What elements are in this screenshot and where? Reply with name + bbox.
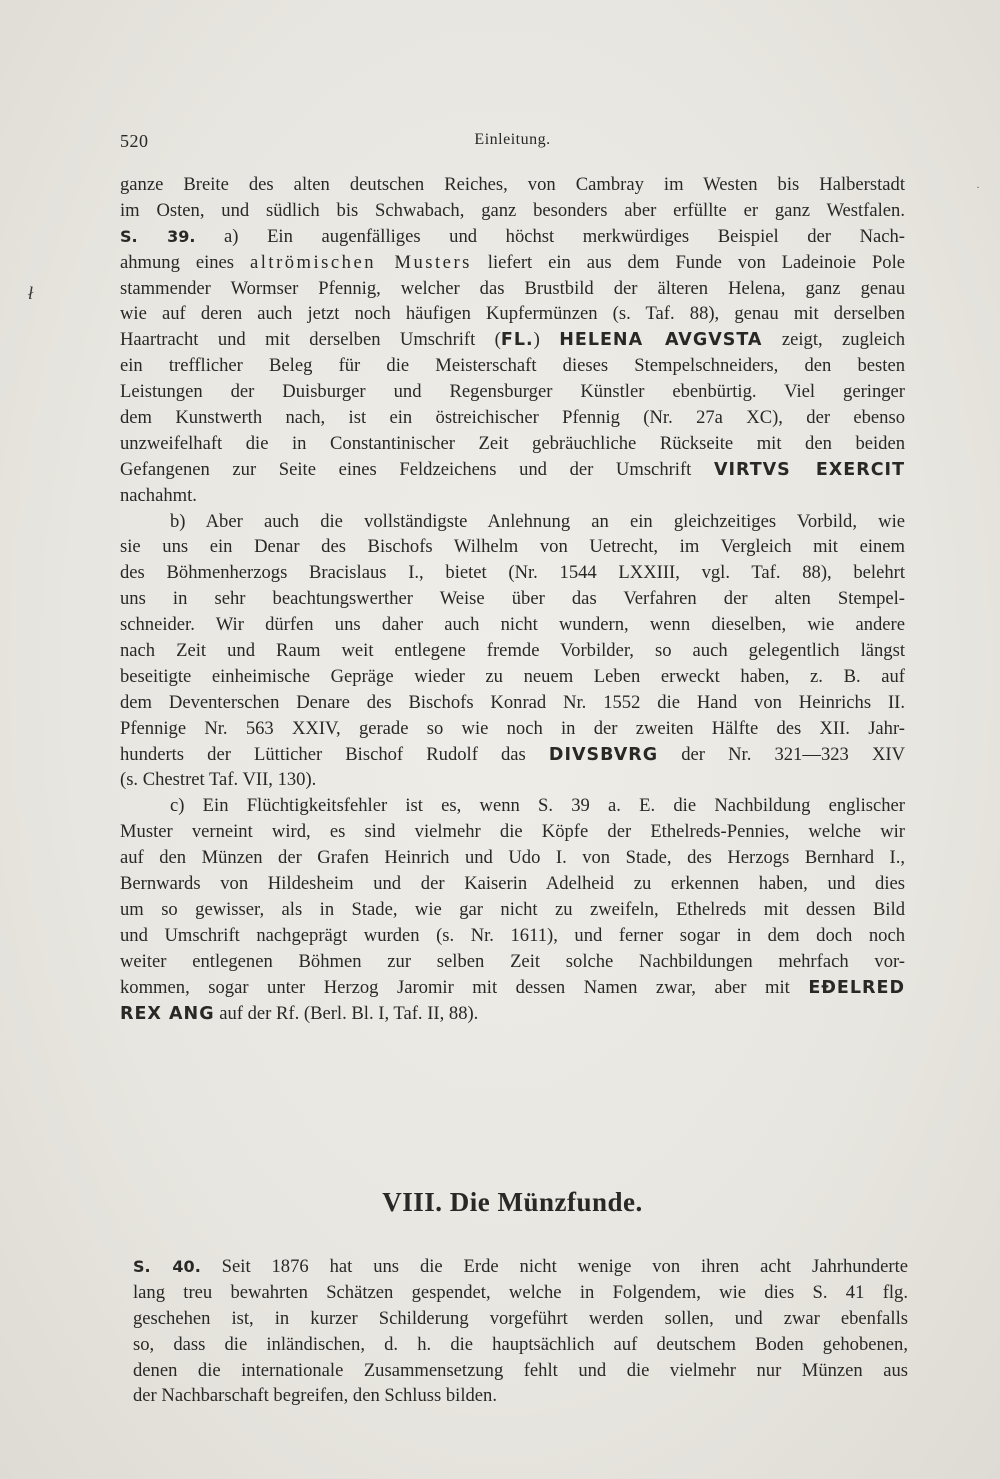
paragraph-section-39-a — [120, 172, 905, 509]
text-segment: wie auf deren auch jetzt noch häufigen Kupfermünzen (s. Taf. 88), genau mit derselben — [120, 303, 905, 325]
text-segment: geschehen ist, in kurzer Schilderung vorgeführt werden sollen, und zwar ebenfalls — [133, 1307, 908, 1329]
text-segment: ganze Breite des alten deutschen Reiches, von Cambray im Westen bis Halberstadt — [120, 174, 905, 195]
text-line — [120, 327, 905, 353]
text-line — [133, 1358, 908, 1384]
text-line — [133, 1383, 908, 1409]
section-label: S. 40. — [133, 1257, 201, 1276]
text-line — [120, 664, 905, 690]
text-segment: Haartracht und mit derselben Umschrift ( — [120, 329, 501, 351]
text-line — [120, 509, 905, 535]
text-segment: sie uns ein Denar des Bischofs Wilhelm von Uetrecht, im Vergleich mit einem — [120, 536, 905, 558]
text-line — [120, 923, 905, 949]
text-line — [133, 1332, 908, 1358]
text-segment: nach Zeit und Raum weit entlegene fremde Vorbilder, so auch gelegentlich längst — [120, 640, 905, 662]
text-line — [120, 975, 905, 1001]
text-segment: weiter entlegenen Böhmen zur selben Zeit solche Nachbildungen mehrfach vor- — [120, 950, 905, 972]
text-line — [120, 949, 905, 975]
text-segment: um so gewisser, als in Stade, wie gar nicht zu zweifeln, Ethelreds mit dessen Bild — [120, 898, 905, 920]
text-segment: (s. Chestret Taf. VII, 130). — [120, 769, 317, 791]
text-segment: der Nachbarschaft begreifen, den Schluss bilden. — [133, 1385, 497, 1407]
spaced-emphasis: altrömischen Musters — [249, 251, 472, 273]
text-line — [120, 198, 905, 224]
coin-legend: HELENA AVGVSTA — [559, 330, 763, 351]
text-segment: kommen, sogar unter Herzog Jaromir mit dessen Namen zwar, aber mit — [120, 976, 809, 998]
text-segment: dem Deventerschen Denare des Bischofs Konrad Nr. 1552 die Hand von Heinrichs II. — [120, 691, 905, 713]
paragraph-section-40 — [133, 1254, 908, 1409]
text-segment: Leistungen der Duisburger und Regensburger Künstler ebenbürtig. Viel geringer — [120, 381, 905, 403]
paragraph-section-39-b — [120, 509, 905, 794]
text-segment: ) — [533, 329, 560, 351]
text-segment: im Osten, und südlich bis Schwabach, ganz besonders aber erfüllte er ganz Westfalen. — [120, 199, 905, 221]
text-line — [120, 250, 905, 276]
text-line — [120, 431, 905, 457]
running-head: Einleitung. — [474, 131, 551, 148]
text-line — [120, 767, 905, 793]
edge-mark: · — [976, 180, 980, 194]
text-line — [120, 457, 905, 483]
text-line — [120, 301, 905, 327]
text-line — [120, 793, 905, 819]
coin-legend: FL. — [500, 330, 534, 351]
text-line — [120, 871, 905, 897]
paragraph-section-39-c — [120, 793, 905, 1026]
text-segment: a) Ein augenfälliges und höchst merkwürdiges Beispiel der Nach- — [195, 225, 905, 247]
text-line — [120, 379, 905, 405]
text-segment: ein trefflicher Beleg für die Meisterschaft dieses Stempelschneiders, den besten — [120, 355, 905, 377]
text-line — [120, 353, 905, 379]
text-line — [120, 405, 905, 431]
text-segment: Gefangenen zur Seite eines Feldzeichens und der Umschrift — [120, 458, 714, 480]
text-segment: uns in sehr beachtungswerther Weise über das Verfahren der alten Stempel- — [120, 588, 905, 610]
text-line — [120, 224, 905, 250]
text-segment: dem Kunstwerth nach, ist ein östreichischer Pfennig (Nr. 27a XC), der ebenso — [120, 407, 905, 429]
text-line — [120, 586, 905, 612]
text-line — [120, 560, 905, 586]
text-segment: schneider. Wir dürfen uns daher auch nicht wundern, wenn dieselben, wie andere — [120, 614, 905, 636]
text-line — [120, 845, 905, 871]
text-line — [120, 612, 905, 638]
page-header — [120, 131, 905, 157]
body-text — [120, 172, 905, 1026]
coin-legend: DIVSBVRG — [548, 744, 659, 765]
text-line — [120, 897, 905, 923]
text-segment: so, dass die inländischen, d. h. die hauptsächlich auf deutschem Boden gehobenen, — [133, 1333, 908, 1355]
text-line — [120, 819, 905, 845]
text-segment: Seit 1876 hat uns die Erde nicht wenige von ihren acht Jahrhunderte — [200, 1256, 909, 1277]
text-segment: auf der Rf. (Berl. Bl. I, Taf. II, 88). — [214, 1002, 479, 1024]
text-segment: c) Ein Flüchtigkeitsfehler ist es, wenn S. 39 a. E. die Nachbildung englischer — [170, 795, 905, 817]
text-segment: beseitigte einheimische Gepräge wieder zu neuem Leben erweckt haben, z. B. auf — [120, 665, 905, 687]
text-line — [120, 1001, 905, 1027]
coin-legend: REX ANG — [120, 1003, 215, 1024]
text-segment: stammender Wormser Pfennig, welcher das Brustbild der älteren Helena, ganz genau — [120, 277, 905, 299]
margin-note: ł — [28, 283, 34, 303]
text-segment: hunderts der Lütticher Bischof Rudolf das — [120, 743, 549, 765]
coin-legend: VIRTVS EXERCIT — [713, 459, 906, 480]
body-text-section-40 — [133, 1254, 908, 1409]
text-segment: Bernwards von Hildesheim und der Kaiserin Adelheid zu erkennen haben, und dies — [120, 873, 905, 895]
page-number: 520 — [120, 131, 149, 151]
text-line — [120, 276, 905, 302]
text-segment: liefert ein aus dem Funde von Ladeinoie Pole — [471, 251, 906, 273]
text-line — [120, 742, 905, 768]
text-segment: denen die internationale Zusammensetzung fehlt und die vielmehr nur Münzen aus — [133, 1359, 908, 1381]
text-line — [120, 690, 905, 716]
text-line — [133, 1306, 908, 1332]
text-line — [120, 716, 905, 742]
chapter-title: VIII. Die Münzfunde. — [382, 1187, 643, 1217]
text-segment: nachahmt. — [120, 484, 197, 506]
text-line — [133, 1254, 908, 1280]
text-segment: b) Aber auch die vollständigste Anlehnung an ein gleichzeitiges Vorbild, wie — [170, 510, 905, 532]
section-label: S. 39. — [120, 226, 196, 246]
text-segment: des Böhmenherzogs Bracislaus I., bietet (Nr. 1544 LXXIII, vgl. Taf. 88), belehrt — [120, 562, 905, 584]
text-line — [120, 172, 905, 198]
coin-legend: EÐELRED — [808, 977, 905, 998]
text-line — [120, 534, 905, 560]
text-segment: Muster verneint wird, es sind vielmehr die Köpfe der Ethelreds-Pennies, welche wir — [120, 821, 905, 843]
text-segment: zeigt, zugleich — [762, 329, 906, 351]
text-segment: lang treu bewahrten Schätzen gespendet, welche in Folgendem, wie dies S. 41 flg. — [133, 1281, 908, 1303]
text-segment: ahmung eines — [120, 251, 250, 273]
text-segment: auf den Münzen der Grafen Heinrich und Udo I. von Stade, des Herzogs Bernhard I., — [120, 847, 905, 869]
text-line — [120, 483, 905, 509]
text-segment: der Nr. 321—323 XIV — [658, 743, 906, 765]
text-segment: Pfennige Nr. 563 XXIV, gerade so wie noch in der zweiten Hälfte des XII. Jahr- — [120, 717, 905, 739]
text-line — [133, 1280, 908, 1306]
text-segment: unzweifelhaft die in Constantinischer Zeit gebräuchliche Rückseite mit den beiden — [120, 432, 905, 454]
text-line — [120, 638, 905, 664]
text-segment: und Umschrift nachgeprägt wurden (s. Nr. 1611), und ferner sogar in dem doch noch — [120, 924, 905, 946]
